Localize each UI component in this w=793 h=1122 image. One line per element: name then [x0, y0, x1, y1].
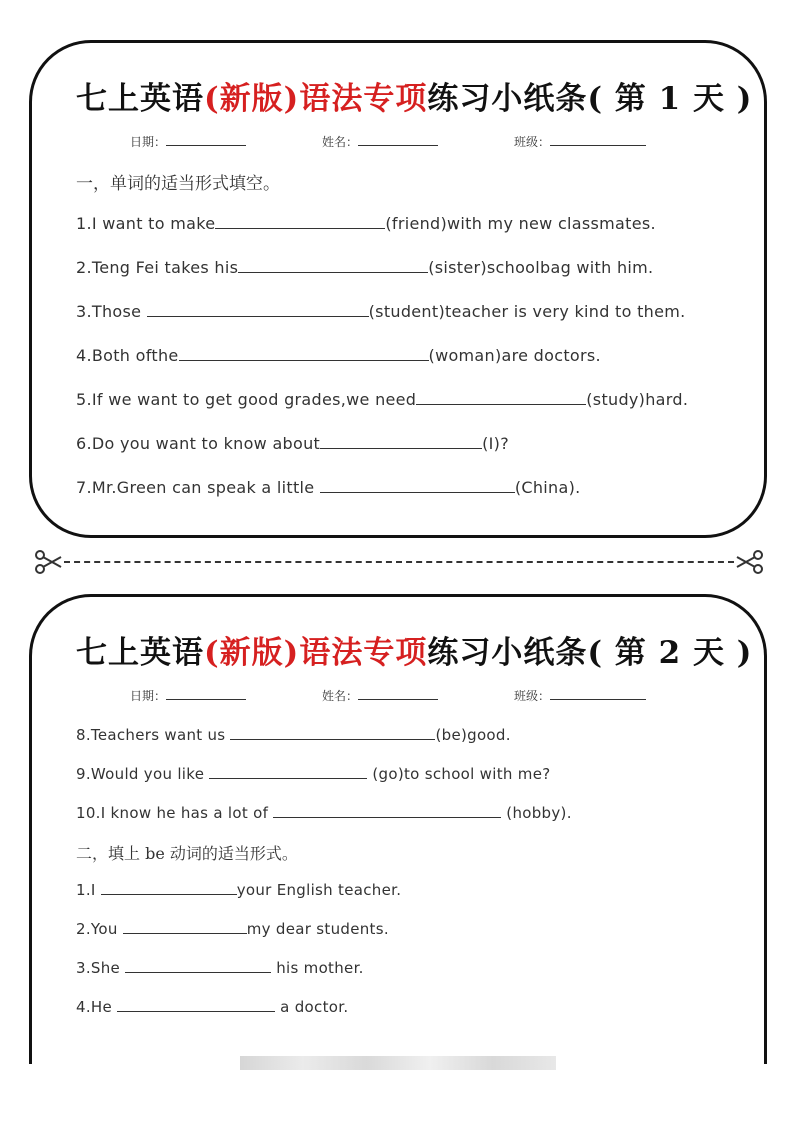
- question-4: 4.Both ofthe (woman)are doctors.: [76, 346, 601, 365]
- be-question-1: 1.I your English teacher.: [76, 881, 402, 899]
- answer-blank[interactable]: [101, 880, 237, 895]
- worksheet-card-day-2: [29, 594, 767, 1064]
- question-3: 3.Those (student)teacher is very kind to them.: [76, 302, 686, 321]
- class-field[interactable]: 班级：: [514, 687, 646, 704]
- answer-blank[interactable]: [273, 803, 501, 818]
- question-2: 2.Teng Fei takes his (sister)schoolbag with him.: [76, 258, 654, 277]
- worksheet-card-day-1: [29, 40, 767, 538]
- scissors-icon: [34, 548, 62, 576]
- answer-blank[interactable]: [117, 997, 275, 1012]
- answer-blank[interactable]: [123, 919, 247, 934]
- question-6: 6.Do you want to know about (I)?: [76, 434, 510, 453]
- cut-line: [34, 548, 764, 576]
- answer-blank[interactable]: [416, 390, 586, 405]
- blurred-watermark: [240, 1056, 556, 1070]
- section-heading: 二，填上 be 动词的适当形式。: [76, 844, 298, 863]
- be-question-3: 3.She his mother.: [76, 959, 364, 977]
- answer-blank[interactable]: [125, 958, 271, 973]
- date-field[interactable]: 日期：: [130, 687, 246, 704]
- card-title: 七上英语(新版)语法专项练习小纸条( 第 1 天 ): [76, 81, 753, 117]
- be-question-2: 2.You my dear students.: [76, 920, 389, 938]
- scissors-icon: [736, 548, 764, 576]
- answer-blank[interactable]: [209, 764, 367, 779]
- answer-blank[interactable]: [147, 302, 369, 317]
- answer-blank[interactable]: [230, 725, 435, 740]
- date-field[interactable]: 日期：: [130, 133, 246, 150]
- question-1: 1.I want to make (friend)with my new classmates.: [76, 214, 656, 233]
- section-heading: 一，单词的适当形式填空。: [76, 174, 280, 194]
- question-7: 7.Mr.Green can speak a little (China).: [76, 478, 581, 497]
- question-9: 9.Would you like (go)to school with me?: [76, 765, 551, 783]
- dashed-divider: [64, 561, 734, 563]
- question-5: 5.If we want to get good grades,we need (study)hard.: [76, 390, 689, 409]
- answer-blank[interactable]: [238, 258, 428, 273]
- name-field[interactable]: 姓名：: [322, 687, 438, 704]
- class-field[interactable]: 班级：: [514, 133, 646, 150]
- answer-blank[interactable]: [320, 478, 515, 493]
- name-field[interactable]: 姓名：: [322, 133, 438, 150]
- answer-blank[interactable]: [179, 346, 429, 361]
- be-question-4: 4.He a doctor.: [76, 998, 349, 1016]
- answer-blank[interactable]: [215, 214, 385, 229]
- question-8: 8.Teachers want us (be)good.: [76, 726, 511, 744]
- answer-blank[interactable]: [320, 434, 482, 449]
- question-10: 10.I know he has a lot of (hobby).: [76, 804, 572, 822]
- card-title: 七上英语(新版)语法专项练习小纸条( 第 2 天 ): [76, 635, 753, 671]
